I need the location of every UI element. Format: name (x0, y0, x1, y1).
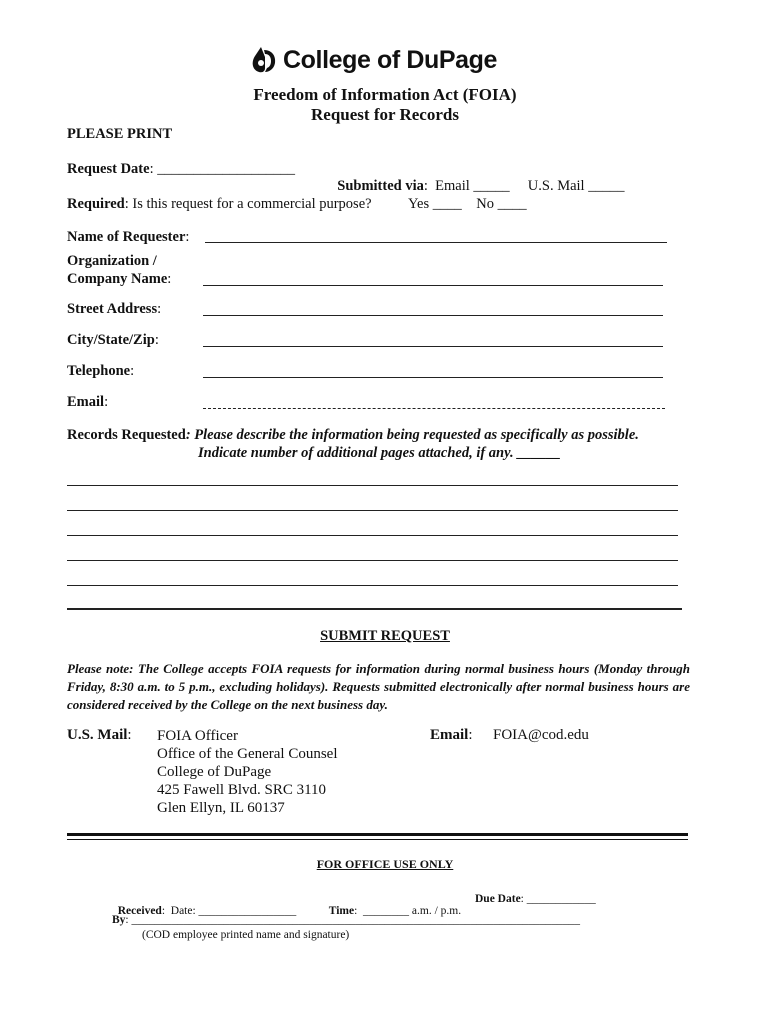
organization-label-line1: Organization / (67, 253, 157, 269)
address-line: Glen Ellyn, IL 60137 (157, 800, 285, 816)
telephone-label: Telephone (67, 363, 131, 379)
records-line[interactable] (67, 535, 678, 536)
submit-email-row: Email: (430, 727, 473, 743)
company-name-label: Company Name (67, 271, 168, 287)
address-line: Office of the General Counsel (157, 746, 338, 762)
logo-text: College of DuPage (283, 45, 498, 74)
organization-label-row: Company Name: (67, 271, 172, 287)
required-label: Required (67, 196, 125, 212)
address-line: College of DuPage (157, 764, 272, 780)
records-line[interactable] (67, 510, 678, 511)
by-label: By (112, 914, 126, 926)
records-line[interactable] (67, 608, 682, 610)
submitted-via-label: Submitted via (337, 178, 424, 194)
yes-no-field[interactable]: Yes ____ No ____ (408, 196, 527, 212)
form-title: Freedom of Information Act (FOIA) (253, 85, 517, 104)
records-requested-label: Records Requested (67, 427, 186, 443)
signature-note: (COD employee printed name and signature) (142, 929, 350, 941)
college-of-dupage-logo-icon (248, 44, 278, 76)
submission-note: Please note: The College accepts FOIA requests for information during normal business hours (Monday through Friday, 8:30 a.m. to 5 p.m., excluding holidays). Requests submitted electronically after normal business hours are considered received by the College on the next business day. (67, 661, 690, 712)
request-date-field[interactable]: : ___________________ (149, 161, 295, 177)
records-instruction: : Please describe the information being requested as specifically as possible. (185, 427, 639, 443)
divider (67, 833, 688, 836)
time-label: Time (328, 905, 355, 917)
form-subtitle: Request for Records (311, 105, 459, 124)
address-line: 425 Fawell Blvd. SRC 3110 (157, 782, 327, 798)
us-mail-row: U.S. Mail: (67, 727, 132, 743)
records-line[interactable] (67, 585, 678, 586)
records-line[interactable] (67, 485, 678, 486)
mailing-address (157, 727, 338, 817)
request-date-row (67, 161, 295, 178)
telephone-field[interactable] (203, 377, 663, 378)
records-instruction-line2: Indicate number of additional pages attached, if any. ______ (198, 445, 561, 461)
street-address-field[interactable] (203, 315, 663, 316)
records-line[interactable] (67, 560, 678, 561)
due-date-row (475, 893, 596, 905)
received-label: Received (117, 905, 162, 917)
records-requested-row (67, 427, 639, 444)
please-print-label: PLEASE PRINT (67, 126, 173, 142)
address-line: FOIA Officer (157, 728, 238, 744)
by-field[interactable]: : ______________________________________________________________________________ (125, 914, 580, 926)
requester-name-row: Name of Requester: (67, 229, 190, 245)
submitted-via-options[interactable]: : Email _____ U.S. Mail _____ (423, 178, 625, 194)
city-state-zip-label: City/State/Zip (67, 332, 155, 348)
college-logo (248, 44, 497, 76)
commercial-purpose-row (67, 196, 372, 213)
city-state-zip-field[interactable] (203, 346, 663, 347)
office-use-heading: FOR OFFICE USE ONLY (316, 857, 454, 871)
us-mail-label: U.S. Mail (67, 727, 128, 743)
submitted-via-row (330, 161, 624, 195)
request-date-label: Request Date (67, 161, 150, 177)
divider (67, 839, 688, 840)
received-date-field[interactable]: : Date: _________________ (161, 905, 297, 917)
time-field[interactable]: : ________ a.m. / p.m. (354, 905, 462, 917)
due-date-field[interactable]: : ____________ (520, 893, 596, 905)
street-address-label: Street Address (67, 301, 158, 317)
requester-name-label: Name of Requester (67, 229, 186, 245)
requester-name-field[interactable] (205, 242, 667, 243)
email-label: Email (67, 394, 105, 410)
submit-request-heading: SUBMIT REQUEST (320, 628, 450, 644)
submit-email-label: Email (430, 727, 469, 743)
email-field[interactable] (203, 408, 665, 409)
due-date-label: Due Date (475, 893, 521, 905)
email-row: Email: (67, 394, 109, 410)
organization-field[interactable] (203, 285, 663, 286)
telephone-row: Telephone: (67, 363, 135, 379)
by-row (112, 914, 606, 926)
city-row: City/State/Zip: (67, 332, 159, 348)
commercial-question: : Is this request for a commercial purpose? (124, 196, 372, 212)
foia-email-link[interactable]: FOIA@cod.edu (493, 727, 589, 743)
street-row: Street Address: (67, 301, 162, 317)
